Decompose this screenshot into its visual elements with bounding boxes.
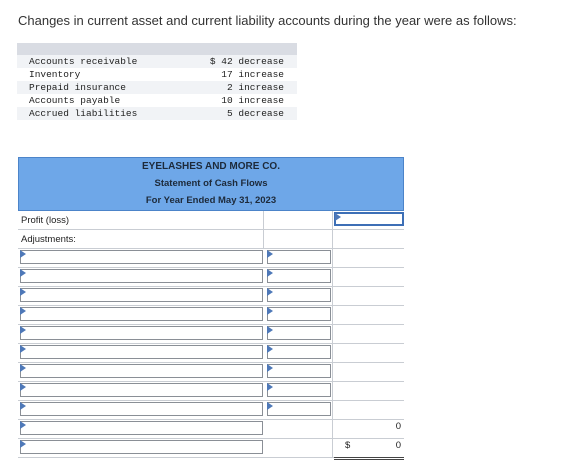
account-name: Accrued liabilities	[29, 108, 138, 119]
divider	[332, 382, 333, 400]
statement-title: Statement of Cash Flows	[154, 178, 268, 189]
input-marker-icon	[20, 421, 26, 429]
changes-row	[17, 107, 297, 120]
divider	[332, 344, 333, 362]
adjustments-row	[18, 230, 404, 249]
company-name: EYELASHES AND MORE CO.	[142, 161, 280, 172]
divider	[332, 325, 333, 343]
input-marker-icon	[20, 288, 26, 296]
input-marker-icon	[20, 326, 26, 334]
input-marker-icon	[267, 383, 273, 391]
adjustment-amount-input[interactable]	[267, 345, 331, 359]
adjustment-label-input[interactable]	[20, 402, 263, 416]
adjustment-row	[18, 325, 404, 344]
input-marker-icon	[267, 269, 273, 277]
adjustment-row	[18, 249, 404, 268]
divider	[332, 230, 333, 248]
adjustment-label-input[interactable]	[20, 383, 263, 397]
input-marker-icon	[20, 345, 26, 353]
adjustment-row	[18, 363, 404, 382]
input-marker-icon	[267, 307, 273, 315]
profit-row	[18, 211, 404, 230]
profit-amount-input[interactable]	[334, 212, 404, 226]
statement-header	[18, 157, 404, 211]
input-marker-icon	[20, 307, 26, 315]
divider	[332, 420, 333, 438]
adjustment-row	[18, 401, 404, 420]
adjustment-row	[18, 344, 404, 363]
changes-row	[17, 68, 297, 81]
adjustment-amount-input[interactable]	[267, 383, 331, 397]
adjustment-label-input[interactable]	[20, 364, 263, 378]
divider	[332, 211, 333, 229]
adjustment-row	[18, 268, 404, 287]
divider	[332, 401, 333, 419]
adjustments-label: Adjustments:	[21, 234, 76, 245]
subtotal-value: 0	[395, 421, 401, 432]
input-marker-icon	[20, 383, 26, 391]
account-name: Accounts payable	[29, 95, 121, 106]
adjustment-amount-input[interactable]	[267, 250, 331, 264]
account-name: Inventory	[29, 69, 81, 80]
changes-row	[17, 94, 297, 107]
adjustment-amount-input[interactable]	[267, 269, 331, 283]
input-marker-icon	[20, 269, 26, 277]
divider	[263, 211, 264, 229]
cash-flow-statement	[18, 157, 404, 458]
adjustment-label-input[interactable]	[20, 288, 263, 302]
divider	[332, 268, 333, 286]
input-marker-icon	[267, 364, 273, 372]
input-marker-icon	[20, 364, 26, 372]
input-marker-icon	[267, 326, 273, 334]
account-change: 5 decrease	[226, 108, 284, 119]
adjustment-label-input[interactable]	[20, 307, 263, 321]
adjustment-amount-input[interactable]	[267, 364, 331, 378]
input-marker-icon	[20, 250, 26, 258]
account-change: $ 42 decrease	[209, 56, 284, 67]
account-change: 10 increase	[221, 95, 284, 106]
intro-text: Changes in current asset and current liability accounts during the year were as follows:	[18, 13, 517, 28]
account-change: 17 increase	[221, 69, 284, 80]
statement-period: For Year Ended May 31, 2023	[145, 195, 277, 206]
adjustment-amount-input[interactable]	[267, 288, 331, 302]
changes-row	[17, 55, 297, 68]
subtotal-row	[18, 420, 404, 439]
adjustment-label-input[interactable]	[20, 326, 263, 340]
total-dollar-sign: $	[345, 440, 351, 451]
input-marker-icon	[267, 402, 273, 410]
adjustment-label-input[interactable]	[20, 250, 263, 264]
total-label-input[interactable]	[20, 440, 263, 454]
changes-row	[17, 81, 297, 94]
adjustment-amount-input[interactable]	[267, 326, 331, 340]
input-marker-icon	[267, 288, 273, 296]
total-row	[18, 439, 404, 458]
profit-label: Profit (loss)	[21, 215, 70, 226]
subtotal-label-input[interactable]	[20, 421, 263, 435]
adjustment-amount-input[interactable]	[267, 402, 331, 416]
adjustment-row	[18, 382, 404, 401]
input-marker-icon	[335, 213, 341, 221]
total-value: 0	[395, 440, 401, 451]
input-marker-icon	[20, 440, 26, 448]
account-name: Prepaid insurance	[29, 82, 126, 93]
changes-header	[17, 43, 297, 55]
adjustment-row	[18, 287, 404, 306]
divider	[332, 249, 333, 267]
adjustment-amount-input[interactable]	[267, 307, 331, 321]
input-marker-icon	[267, 345, 273, 353]
input-marker-icon	[267, 250, 273, 258]
adjustment-row	[18, 306, 404, 325]
divider	[263, 230, 264, 248]
account-change: 2 increase	[226, 82, 284, 93]
divider	[332, 439, 333, 457]
input-marker-icon	[20, 402, 26, 410]
divider	[332, 363, 333, 381]
adjustment-label-input[interactable]	[20, 269, 263, 283]
account-name: Accounts receivable	[29, 56, 138, 67]
adjustment-label-input[interactable]	[20, 345, 263, 359]
changes-table	[17, 43, 297, 120]
divider	[332, 287, 333, 305]
divider	[332, 306, 333, 324]
